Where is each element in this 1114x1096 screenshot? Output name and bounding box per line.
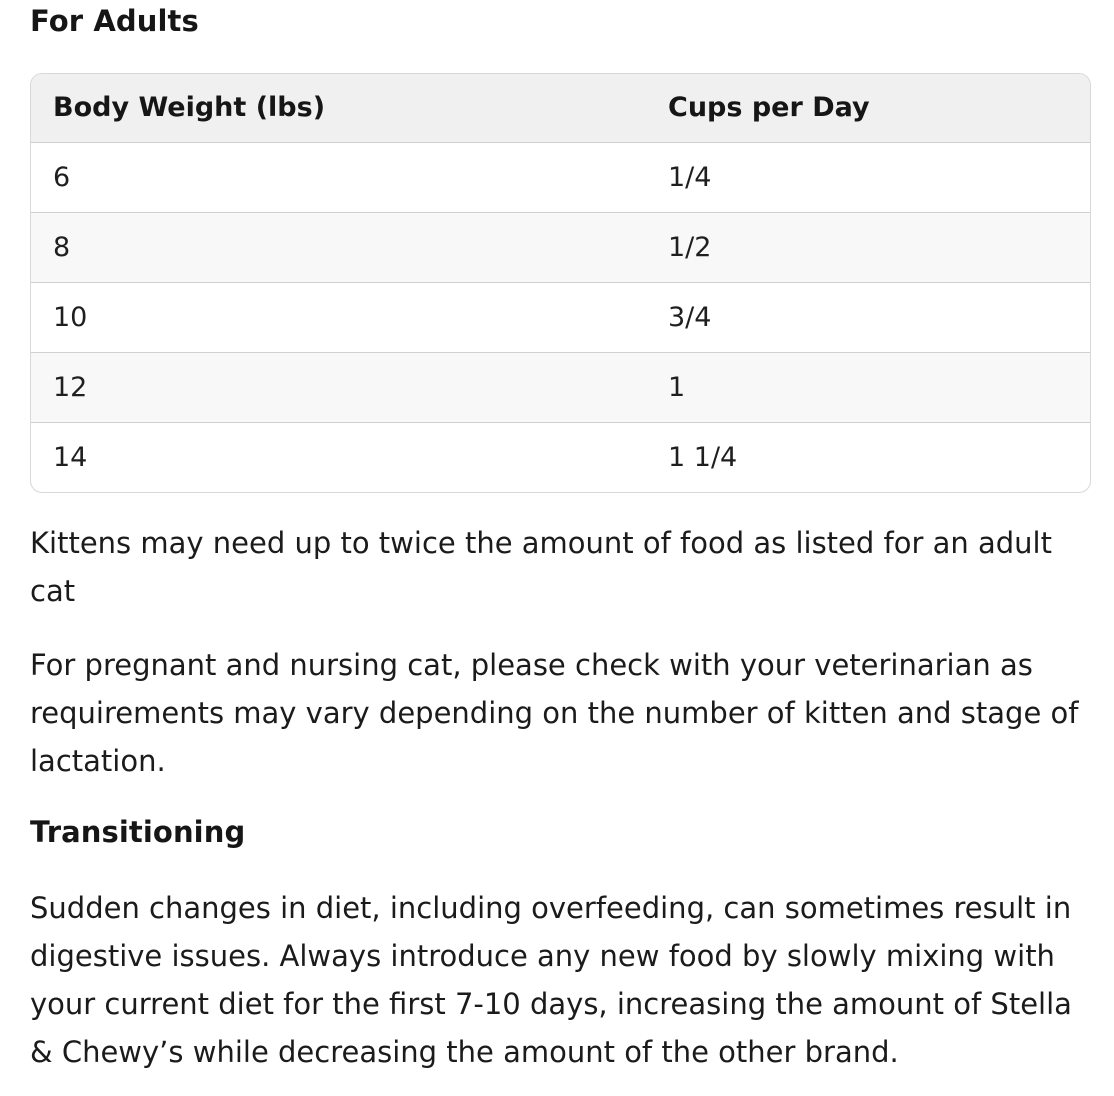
cups-cell: 1 <box>646 352 1090 422</box>
weight-cell: 12 <box>31 352 646 422</box>
adults-heading: For Adults <box>30 4 199 38</box>
weight-cell: 14 <box>53 441 88 473</box>
table-header <box>31 74 1090 142</box>
header-row <box>31 74 1090 142</box>
table-body <box>31 142 1090 492</box>
cups-cell: 1/4 <box>646 142 1090 212</box>
weight-cell: 6 <box>31 142 646 212</box>
header-body-weight: Body Weight (lbs) <box>31 74 646 142</box>
kittens-note: Kittens may need up to twice the amount of food as listed for an adult cat <box>30 526 1052 608</box>
transitioning-heading: Transitioning <box>30 815 246 849</box>
transitioning-text: Sudden changes in diet, including overfeeding, can sometimes result in digestive issues. Always introduce any new food by slowly mixing with your current diet for the first 7-10 days, increasing the amount of Stella & Chewy’s while decreasing the amount of the other brand. <box>30 891 1072 1069</box>
cups-cell: 1 1/4 <box>668 441 738 473</box>
weight-cell: 10 <box>31 282 646 352</box>
weight-cell: 8 <box>31 212 646 282</box>
table-row <box>31 352 1090 422</box>
table-row <box>31 282 1090 352</box>
feeding-table-container <box>30 73 1091 493</box>
table-row <box>31 142 1090 212</box>
header-cups-per-day: Cups per Day <box>646 74 1090 142</box>
table-row <box>31 422 1090 492</box>
feeding-table <box>31 74 1090 492</box>
cups-cell: 3/4 <box>646 282 1090 352</box>
table-row <box>31 212 1090 282</box>
cups-cell: 1/2 <box>646 212 1090 282</box>
pregnant-note: For pregnant and nursing cat, please check with your veterinarian as requirements may vary depending on the number of kitten and stage of lactation. <box>30 648 1079 778</box>
